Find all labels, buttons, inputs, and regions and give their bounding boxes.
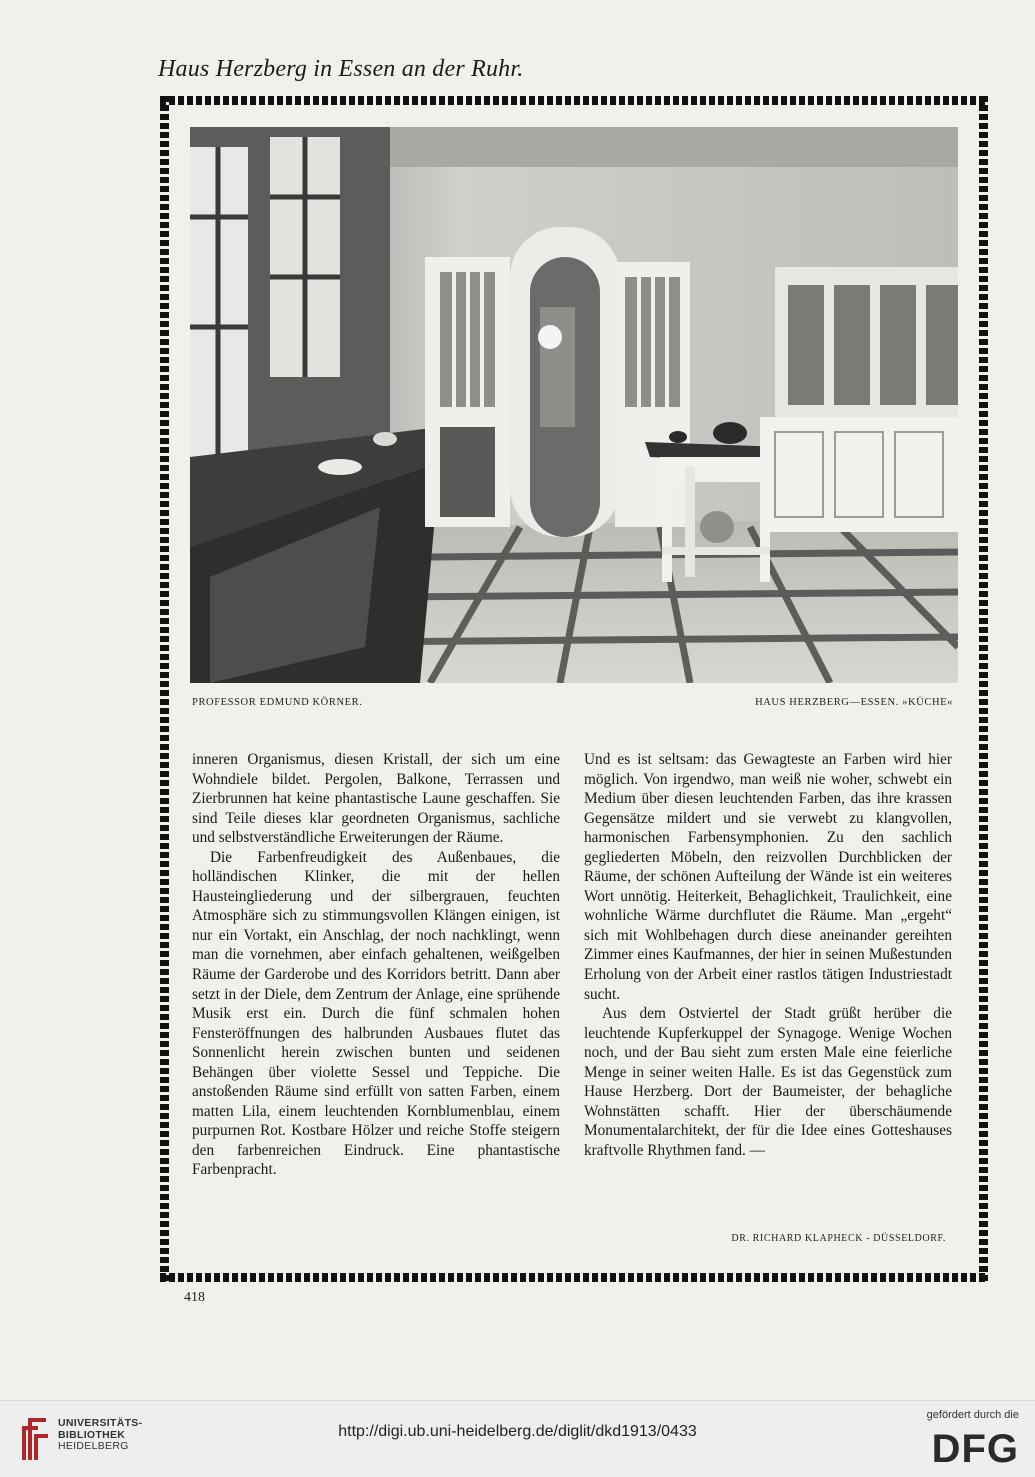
paragraph: Aus dem Ostviertel der Stadt grüßt herüber die leuchtende Kupferkuppel der Synagoge. Wenige Wochen noch, und der Bau sieht zum ersten Male eine feierliche Menge in seiner weiten Halle. Es ist das Gegenstück zum Hause Herzberg. Dort der Baumeister, der behagliche Wohnstätten schafft. Hier der überschäumende Monumentalarchitekt, der für die Idee eines Gotteshauses kraftvolle Rhythmen fand. —	[584, 1005, 952, 1159]
funding-note: gefördert durch die	[926, 1409, 1019, 1421]
photo-caption-title: HAUS HERZBERG—ESSEN. »KÜCHE«	[755, 697, 953, 708]
article-column-right	[584, 750, 952, 1160]
library-name: UNIVERSITÄTS- BIBLIOTHEK HEIDELBERG	[58, 1417, 143, 1452]
paragraph: Die Farbenfreudigkeit des Außenbaues, die holländischen Klinker, die mit der hellen Hausteingliederung und der silbergrauen, feuchten Atmosphäre sich zu stimmungsvollen Klängen einigen, ist nur ein Vortakt, ein Anschlag, der noch nachklingt, wenn man die vornehmen, aber einfach gehaltenen, weißgelben Räume der Garderobe und des Korridors betritt. Dann aber setzt in der Diele, dem Zentrum der Anlage, eine sprühende Musik erst ein. Durch die fünf schmalen hohen Fensteröffnungen des halbrunden Ausbaues flutet das Sonnenlicht herein zwischen bunten und seidenen Behängen über violette Sessel und Teppiche. Die anstoßenden Räume sind erfüllt von satten Farben, einem matten Lila, einem leuchtenden Kornblumenblau, einem purpurnen Rot. Kostbare Hölzer und reiche Stoffe steigern den farbenreichen Eindruck. Eine phantastische Farbenpracht.	[192, 848, 560, 1179]
dfg-logo: DFG	[931, 1427, 1019, 1471]
page-number: 418	[184, 1290, 205, 1305]
frame-border-left	[160, 96, 169, 1282]
page-title: Haus Herzberg in Essen an der Ruhr.	[158, 56, 524, 82]
digitization-footer	[0, 1400, 1035, 1477]
paragraph: Und es ist seltsam: das Gewagteste an Farben wird hier möglich. Von irgendwo, man weiß nie woher, schwebt ein Medium über diesen leuchtenden Farben, das ihre krassen Gegensätze mildert und sie verwebt zu klangvollen, harmonischen Farbensymphonien. Zu den sachlich gegliederten Möbeln, den reizvollen Durchblicken der Räume, der schönen Aufteilung der Wände ist ein weiteres Wort unnötig. Heiterkeit, Behaglichkeit, Traulichkeit, eine wohnliche Wärme durchflutet die Räume. Man „ergeht“ sich mit Wohlbehagen durch diese aneinander gereihten Zimmer eines Kaufmannes, der hier in seinen Mußestunden Erholung von der Arbeit einer rastlos tätigen Industriestadt sucht.	[584, 751, 952, 1003]
frame-border-top	[160, 96, 988, 105]
frame-border-right	[979, 96, 988, 1282]
document-url-link[interactable]: http://digi.ub.uni-heidelberg.de/diglit/dkd1913/0433	[338, 1423, 697, 1440]
author-signature: DR. RICHARD KLAPHECK - DÜSSELDORF.	[731, 1233, 946, 1244]
article-column-left	[192, 750, 560, 1180]
frame-border-bottom	[160, 1273, 988, 1282]
photo-caption-author: PROFESSOR EDMUND KÖRNER.	[192, 697, 363, 708]
paragraph: inneren Organismus, diesen Kristall, der sich um eine Wohndiele bildet. Pergolen, Balkone, Terrassen und Zierbrunnen hat keine phantastische Laune geschaffen. Sie sind Teile dieses klar geordneten Organismus, sachliche und selbstverständliche Erweiterungen der Räume.	[192, 751, 560, 847]
kitchen-photograph	[190, 127, 958, 683]
